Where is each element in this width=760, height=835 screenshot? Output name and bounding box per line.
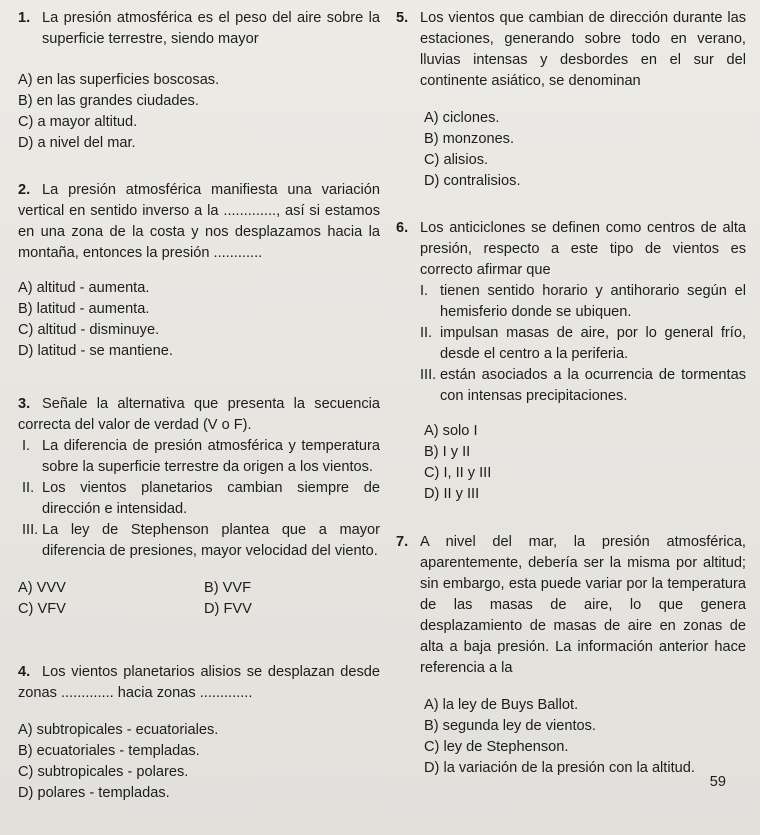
question-number: 4. [18, 664, 31, 680]
option-a: A) subtropicales - ecuatoriales. [18, 722, 219, 738]
option-b: B) en las grandes ciudades. [18, 93, 199, 109]
option-a: A) VVV [18, 580, 66, 596]
option-c: C) a mayor altitud. [18, 114, 138, 130]
option-c: C) alisios. [424, 152, 489, 168]
question-number: 6. [396, 220, 409, 236]
right-column [396, 0, 746, 835]
left-column [18, 0, 380, 835]
option-d: D) II y III [424, 486, 480, 502]
question-stem: La presión atmosférica es el peso del aire sobre la superficie terrestre, siendo mayor [42, 10, 380, 47]
option-b: B) monzones. [424, 131, 515, 147]
option-d: D) FVV [204, 601, 252, 617]
options-row-1 [18, 578, 380, 599]
statement-i: I. La diferencia de presión atmosférica y temperatura sobre la superficie terrestre da origen a los vientos. [22, 438, 380, 475]
options-row-2 [18, 599, 380, 620]
question-number: 3. [18, 396, 31, 412]
option-a: A) altitud - aumenta. [18, 280, 150, 296]
option-a: A) solo I [424, 423, 478, 439]
question-stem: La presión atmosférica manifiesta una variación vertical en sentido inverso a la ............., así si estamos en una zona de la costa y nos desplazamos hacia la montaña, entonces la presión ............ [18, 182, 380, 261]
option-b: B) ecuatoriales - templadas. [18, 743, 200, 759]
option-d: D) latitud - se mantiene. [18, 343, 173, 359]
question-stem: Los vientos que cambian de dirección durante las estaciones, generando sobre todo en verano, lluvias intensas y desbordes en el sur del continente asiático, se denominan [420, 10, 746, 89]
option-c: C) VFV [18, 601, 66, 617]
option-d: D) a nivel del mar. [18, 135, 136, 151]
question-6 [396, 218, 746, 505]
option-d: D) la variación de la presión con la altitud. [424, 760, 695, 776]
question-stem: Los vientos planetarios alisios se desplazan desde zonas ............. hacia zonas ............. [18, 664, 380, 701]
statement-iii: III. están asociados a la ocurrencia de tormentas con intensas precipitaciones. [420, 367, 746, 404]
question-5 [396, 8, 746, 192]
question-2 [18, 180, 380, 362]
statement-iii: III. La ley de Stephenson plantea que a mayor diferencia de presiones, mayor velocidad del viento. [22, 522, 380, 559]
question-stem: Los anticiclones se definen como centros de alta presión, respecto a este tipo de vientos es correcto afirmar que [420, 220, 746, 278]
statement-ii: II. Los vientos planetarios cambian siempre de dirección e intensidad. [22, 480, 380, 517]
option-d: D) contralisios. [424, 173, 521, 189]
option-b: B) latitud - aumenta. [18, 301, 150, 317]
option-d: D) polares - templadas. [18, 785, 170, 801]
question-number: 5. [396, 10, 409, 26]
option-c: C) ley de Stephenson. [424, 739, 569, 755]
question-7 [396, 532, 746, 779]
question-1 [18, 8, 380, 154]
statement-ii: II. impulsan masas de aire, por lo general frío, desde el centro a la periferia. [420, 325, 746, 362]
option-a: A) la ley de Buys Ballot. [424, 697, 579, 713]
option-b: B) segunda ley de vientos. [424, 718, 596, 734]
statement-i: I. tienen sentido horario y antihorario según el hemisferio donde se ubiquen. [420, 283, 746, 320]
question-number: 2. [18, 182, 31, 198]
question-number: 1. [18, 10, 31, 26]
option-a: A) en las superficies boscosas. [18, 72, 220, 88]
question-stem: Señale la alternativa que presenta la secuencia correcta del valor de verdad (V o F). [18, 396, 380, 433]
question-3 [18, 394, 380, 620]
page-number: 59 [709, 774, 726, 790]
option-b: B) VVF [204, 580, 252, 596]
option-b: B) I y II [424, 444, 471, 460]
option-c: C) subtropicales - polares. [18, 764, 189, 780]
option-c: C) altitud - disminuye. [18, 322, 160, 338]
option-c: C) I, II y III [424, 465, 492, 481]
question-number: 7. [396, 534, 409, 550]
question-4 [18, 662, 380, 804]
option-a: A) ciclones. [424, 110, 500, 126]
question-stem: A nivel del mar, la presión atmosférica, aparentemente, debería ser la misma por altitud; sin embargo, esta puede variar por la temperatura de las masas de aire, lo que genera desplazamiento de masas de aire en zonas de alta a baja presión. La información anterior hace referencia a la [420, 534, 746, 676]
